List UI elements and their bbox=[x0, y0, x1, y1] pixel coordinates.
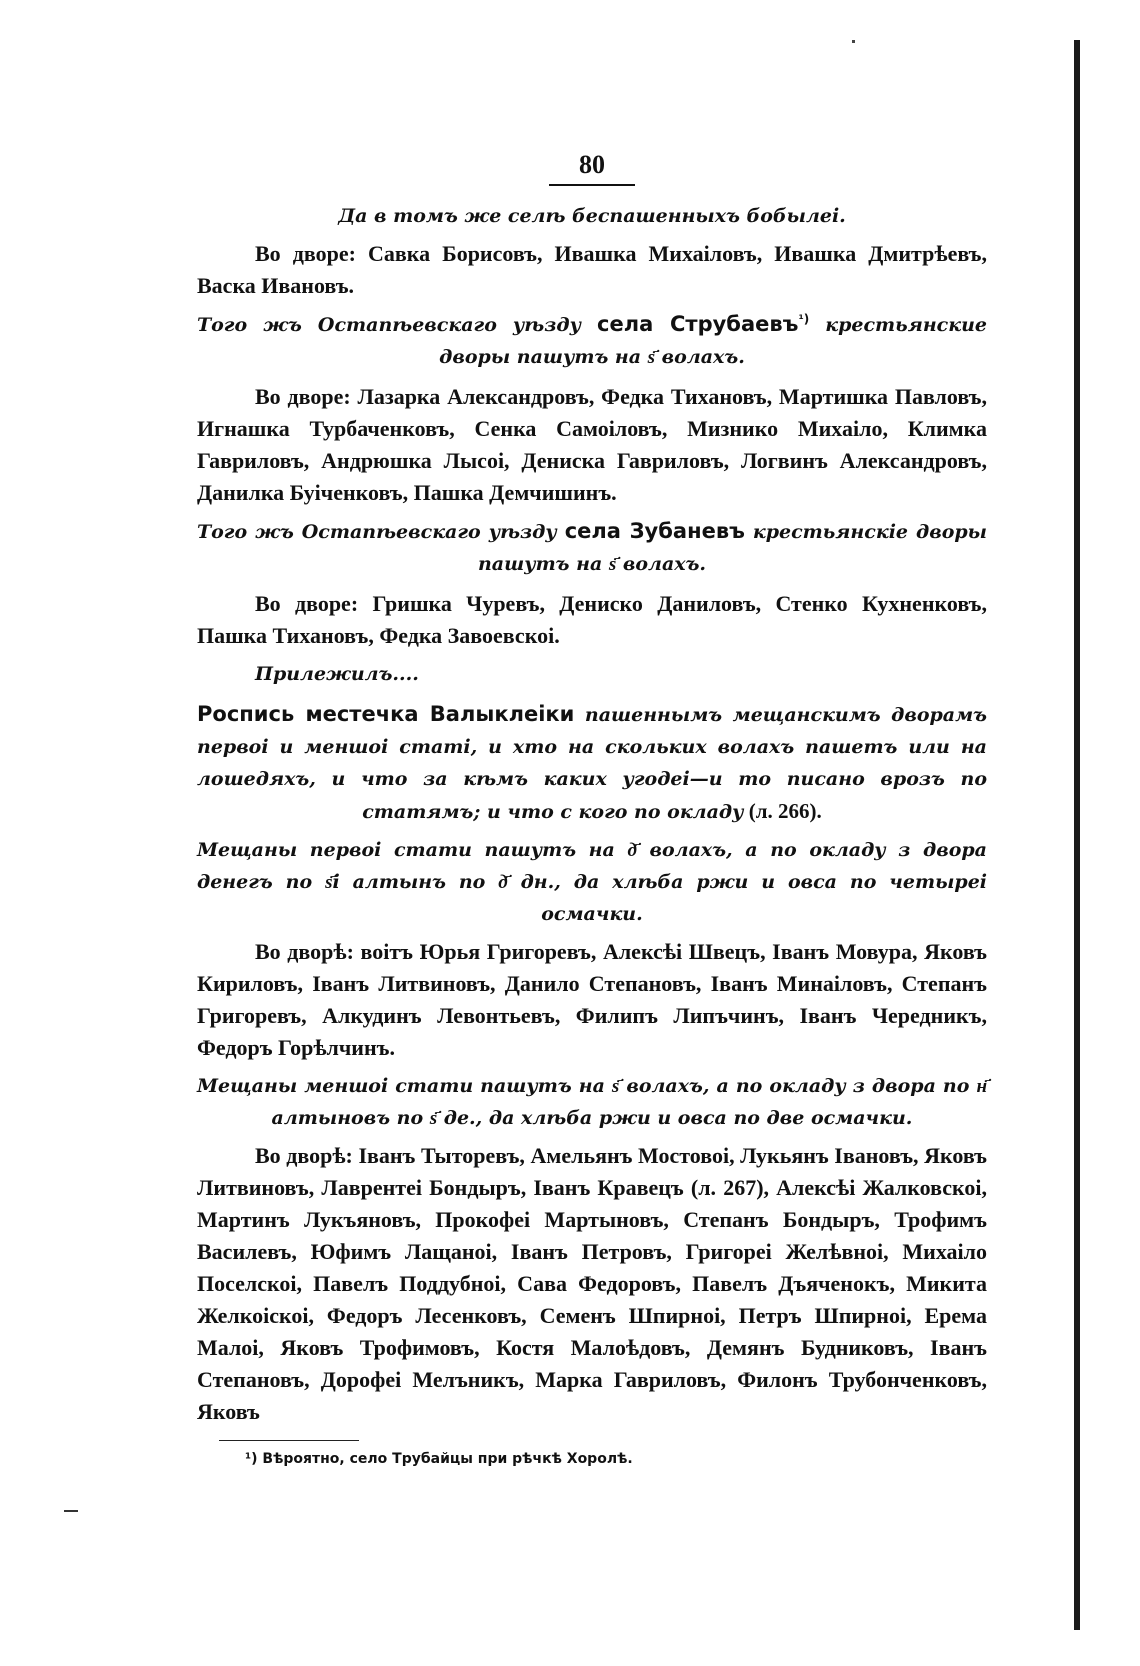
village-name-zubanev: села Зубаневъ bbox=[564, 519, 745, 543]
section-heading-rospis bbox=[197, 698, 987, 828]
section-heading-bobyli: Да в томъ же селѣ беспашенныхъ бобылеi. bbox=[338, 205, 846, 227]
heading-prefix: Того жъ Остапѣевскаго уѣзду bbox=[197, 314, 597, 336]
page-body bbox=[197, 150, 987, 1469]
footnote-marker: ¹) bbox=[798, 312, 810, 326]
footnote: ¹) Вѣроятно, село Трубайцы при рѣчкѣ Хоролѣ. bbox=[245, 1451, 633, 1467]
scan-speck bbox=[852, 40, 855, 43]
section-heading-first-rank: Мещаны первоi стати пашутъ на д҃ волахъ, а по окладу з двора денегъ по ѕ҃і алтынъ по д҃ дн., да хлѣба ржи и овса по четыреi осмачки. bbox=[197, 839, 987, 925]
footnote-rule bbox=[219, 1440, 359, 1441]
paragraph-household-1: Во дворе: Савка Борисовъ, Ивашка Михаiловъ, Ивашка Дмитрѣевъ, Васка Ивановъ. bbox=[197, 241, 987, 298]
paragraph-household-4: Во дворѣ: воiтъ Юрья Григоревъ, Алексѣi Швецъ, Iванъ Мовура, Яковъ Кириловъ, Iванъ Литвиновъ, Данило Степановъ, Iванъ Минаiловъ, Степанъ Григоревъ, Алкудинъ Левонтьевъ, Филипъ Липъчинъ, Iванъ Чередникъ, Федоръ Горѣлчинъ. bbox=[197, 939, 987, 1060]
heading-prefix: Того жъ Остапѣевскаго уѣзду bbox=[197, 521, 565, 543]
village-name-strubaev bbox=[597, 312, 809, 336]
rospis-title: Роспись местечка Валыклеiки bbox=[197, 702, 575, 726]
village-name-text: села Струбаевъ bbox=[597, 312, 799, 336]
section-heading-zubanev bbox=[197, 515, 987, 580]
heading-suffix: крестьянские дворы пашутъ на ѕ҃ волахъ. bbox=[439, 314, 987, 368]
rospis-description: пашеннымъ мещанскимъ дворамъ первоi и меншоi статi, и хто на скольких волахъ пашетъ или на лошедяхъ, и что за кѣмъ каких угодеi—и то писано врозъ по статямъ; и что с кого по окладу bbox=[197, 704, 987, 823]
paragraph-household-2: Во дворе: Лазарка Александровъ, Федка Тихановъ, Мартишка Павловъ, Игнашка Турбаченковъ, Сенка Самоiловъ, Мизнико Михаiло, Климка Гавриловъ, Андрюшка Лысоi, Дениска Гавриловъ, Логвинъ Александровъ, Данилка Буiченковъ, Пашка Демчишинъ. bbox=[197, 384, 987, 505]
page-number-rule bbox=[549, 184, 635, 186]
section-heading-lesser-rank: Мещаны меншоi стати пашутъ на ѕ҃ волахъ, а по окладу з двора по н҃ алтыновъ по ѕ҃ де., да хлѣба ржи и овса по две осмачки. bbox=[197, 1075, 987, 1129]
page-number: 80 bbox=[579, 150, 605, 179]
paragraph-household-3: Во дворе: Гришка Чуревъ, Дениско Даниловъ, Стенко Кухненковъ, Пашка Тихановъ, Федка Завоевскоi. bbox=[197, 591, 987, 648]
note-prilezhil: Прилежилъ.... bbox=[255, 663, 419, 685]
paragraph-household-5: Во дворѣ: Iванъ Тыторевъ, Амельянъ Мостовоi, Лукьянъ Iвановъ, Яковъ Литвиновъ, Лаврентеi Бондыръ, Iванъ Кравецъ (л. 267), Алексѣi Жалковскоi, Мартинъ Лукъяновъ, Прокофеi Мартыновъ, Степанъ Бондыръ, Трофимъ Василевъ, Юфимъ Лащаноi, Iванъ Петровъ, Григореi Желѣвноi, Михаiло Поселскоi, Павелъ Поддубноi, Сава Федоровъ, Павелъ Дъяченокъ, Микита Желкоiскоi, Федоръ Лесенковъ, Семенъ Шпирноi, Петръ Шпирноi, Ерема Малоi, Яковъ Трофимовъ, Костя Малоѣдовъ, Демянъ Будниковъ, Iванъ Степановъ, Дорофеi Мелъникъ, Марка Гавриловъ, Филонъ Трубонченковъ, Яковъ bbox=[197, 1143, 987, 1424]
scan-edge-bar bbox=[1074, 40, 1080, 1630]
scan-margin-mark bbox=[64, 1510, 78, 1512]
heading-suffix: крестьянскiе дворы пашутъ на ѕ҃ волахъ. bbox=[477, 521, 987, 575]
leaf-reference: (л. 266). bbox=[743, 799, 822, 823]
section-heading-strubaev bbox=[197, 308, 987, 373]
